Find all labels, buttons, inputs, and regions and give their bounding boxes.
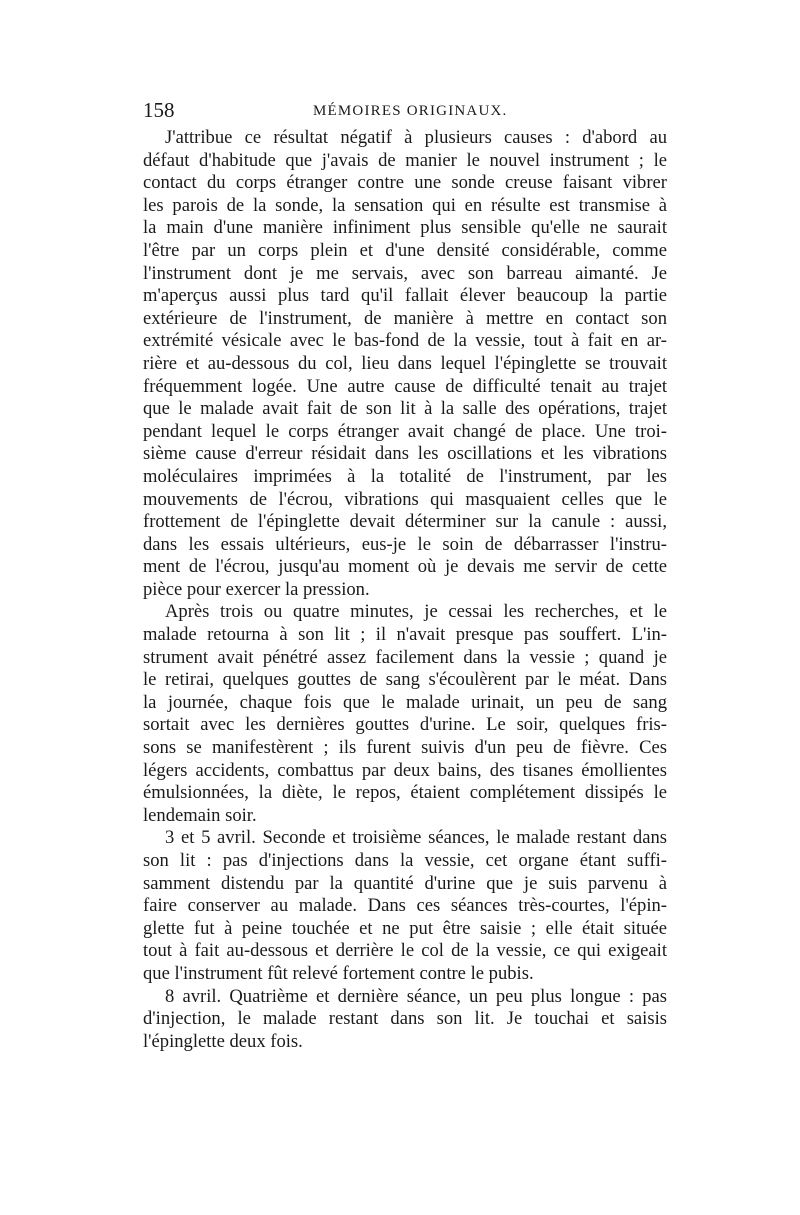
text-line: pièce pour exercer la pression.: [143, 578, 370, 600]
text-line: frottement de l'épinglette devait déterminer sur la canule : aussi,: [143, 511, 667, 533]
text-line: rière et au-dessous du col, lieu dans lequel l'épinglette se trouvait: [143, 352, 667, 374]
text-line: m'aperçus aussi plus tard qu'il fallait élever beaucoup la partie: [143, 285, 667, 307]
text-line: légers accidents, combattus par deux bains, des tisanes émollientes: [143, 759, 667, 781]
paragraph-4: [143, 986, 667, 1054]
text-line: sortait avec les dernières gouttes d'urine. Le soir, quelques fris-: [143, 714, 667, 736]
text-line: pendant lequel le corps étranger avait changé de place. Une troi-: [143, 420, 667, 442]
page-header: [143, 96, 667, 126]
text-line: dans les essais ultérieurs, eus-je le soin de débarrasser l'instru-: [143, 533, 667, 555]
text-line: contact du corps étranger contre une sonde creuse faisant vibrer: [143, 172, 667, 194]
text-line: strument avait pénétré assez facilement dans la vessie ; quand je: [143, 646, 667, 668]
text-line: ment de l'écrou, jusqu'au moment où je devais me servir de cette: [143, 556, 667, 578]
text-line: sième cause d'erreur résidait dans les oscillations et les vibrations: [143, 443, 667, 465]
text-line: samment distendu par la quantité d'urine que je suis parvenu à: [143, 872, 667, 894]
paragraph-2: [143, 601, 667, 827]
text-line: 8 avril. Quatrième et dernière séance, un peu plus longue : pas: [165, 985, 667, 1007]
text-line: que le malade avait fait de son lit à la salle des opérations, trajet: [143, 398, 667, 420]
text-line: la journée, chaque fois que le malade urinait, un peu de sang: [143, 691, 667, 713]
text-line: fréquemment logée. Une autre cause de difficulté tenait au trajet: [143, 375, 667, 397]
text-line: l'instrument dont je me servais, avec son barreau aimanté. Je: [143, 262, 667, 284]
text-line: extérieure de l'instrument, de manière à mettre en contact son: [143, 307, 667, 329]
text-line: que l'instrument fût relevé fortement contre le pubis.: [143, 962, 534, 984]
text-line: émulsionnées, la diète, le repos, étaient complétement dissipés le: [143, 782, 667, 804]
paragraph-1: [143, 127, 667, 601]
text-line: la main d'une manière infiniment plus sensible qu'elle ne saurait: [143, 217, 667, 239]
text-line: J'attribue ce résultat négatif à plusieurs causes : d'abord au: [165, 127, 667, 148]
text-line: le retirai, quelques gouttes de sang s'écoulèrent par le méat. Dans: [143, 669, 667, 691]
text-line: 3 et 5 avril. Seconde et troisième séances, le malade restant dans: [165, 827, 667, 849]
text-line: sons se manifestèrent ; ils furent suivis d'un peu de fièvre. Ces: [143, 737, 667, 759]
paragraph-3: [143, 827, 667, 985]
page-number: 158: [143, 98, 175, 122]
text-line: les parois de la sonde, la sensation qui en résulte est transmise à: [143, 194, 667, 216]
text-line: d'injection, le malade restant dans son lit. Je touchai et saisis: [143, 1008, 667, 1030]
text-line: tout à fait au-dessous et derrière le col de la vessie, ce qui exigeait: [143, 940, 667, 962]
text-line: glette fut à peine touchée et ne put être saisie ; elle était située: [143, 917, 667, 939]
running-title: MÉMOIRES ORIGINAUX.: [313, 103, 508, 119]
text-line: extrémité vésicale avec le bas-fond de la vessie, tout à fait en ar-: [143, 330, 667, 352]
body-text: [143, 127, 667, 1053]
text-line: Après trois ou quatre minutes, je cessai les recherches, et le: [165, 601, 667, 623]
text-line: l'épinglette deux fois.: [143, 1030, 303, 1052]
text-line: moléculaires imprimées à la totalité de l'instrument, par les: [143, 465, 667, 487]
text-line: malade retourna à son lit ; il n'avait presque pas souffert. L'in-: [143, 624, 667, 646]
text-line: défaut d'habitude que j'avais de manier le nouvel instrument ; le: [143, 149, 667, 171]
text-line: mouvements de l'écrou, vibrations qui masquaient celles que le: [143, 488, 667, 510]
text-line: son lit : pas d'injections dans la vessie, cet organe étant suffi-: [143, 850, 667, 871]
text-line: lendemain soir.: [143, 804, 257, 826]
text-line: l'être par un corps plein et d'une densité considérable, comme: [143, 239, 667, 261]
text-line: faire conserver au malade. Dans ces séances très-courtes, l'épin-: [143, 895, 667, 917]
